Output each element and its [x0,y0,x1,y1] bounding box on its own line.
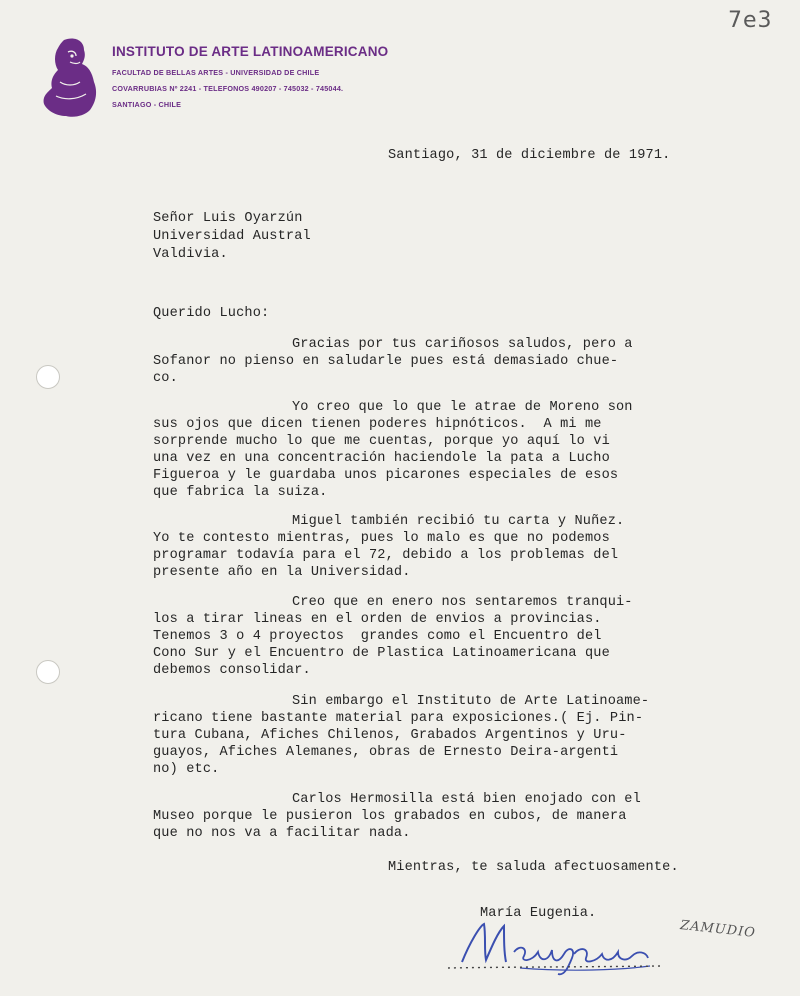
body-line: debemos consolidar. [153,663,311,678]
body-line: Figueroa y le guardaba unos picarones especiales de esos [153,468,619,483]
signer-name: María Eugenia. [480,906,597,921]
body-line: guayos, Afiches Alemanes, obras de Ernesto Deira-argenti [153,745,619,760]
body-line: Miguel también recibió tu carta y Nuñez. [292,514,625,529]
institute-logo-icon [40,36,102,120]
salutation: Querido Lucho: [153,306,270,321]
body-line: Gracias por tus cariñosos saludos, pero a [292,337,633,352]
body-line: los a tirar lineas en el orden de envios a provincias. [153,612,602,627]
body-line: programar todavía para el 72, debido a los problemas del [153,548,619,563]
closing-line: Mientras, te saluda afectuosamente. [388,860,679,875]
letterhead-address: COVARRUBIAS Nº 2241 - TELEFONOS 490207 - 745032 - 745044. [112,84,344,93]
letterhead-faculty: FACULTAD DE BELLAS ARTES - UNIVERSIDAD DE CHILE [112,68,320,77]
body-line: co. [153,371,178,386]
body-line: sus ojos que dicen tienen poderes hipnóticos. A mi me [153,417,602,432]
body-line: que fabrica la suiza. [153,485,328,500]
body-line: Yo te contesto mientras, pues lo malo es que no podemos [153,531,610,546]
letterhead-city: SANTIAGO - CHILE [112,100,182,109]
punch-hole-top [36,365,60,389]
body-line: sorprende mucho lo que me cuentas, porque yo aquí lo vi [153,434,610,449]
body-line: Cono Sur y el Encuentro de Plastica Latinoamericana que [153,646,610,661]
signature-annotation: ZAMUDIO [679,918,757,941]
body-line: presente año en la Universidad. [153,565,411,580]
body-line: Creo que en enero nos sentaremos tranqui- [292,595,633,610]
body-line: Tenemos 3 o 4 proyectos grandes como el Encuentro del [153,629,602,644]
body-line: que no nos va a facilitar nada. [153,826,411,841]
body-line: Carlos Hermosilla está bien enojado con el [292,792,641,807]
recipient-name: Señor Luis Oyarzún [153,211,303,226]
body-line: una vez en una concentración haciendole la pata a Lucho [153,451,610,466]
letter-date: Santiago, 31 de diciembre de 1971. [388,148,671,163]
body-line: ricano tiene bastante material para exposiciones.( Ej. Pin- [153,711,644,726]
body-line: tura Cubana, Afiches Chilenos, Grabados Argentinos y Uru- [153,728,627,743]
institute-name: INSTITUTO DE ARTE LATINOAMERICANO [112,44,389,59]
body-line: no) etc. [153,762,220,777]
body-line: Museo porque le pusieron los grabados en cubos, de manera [153,809,627,824]
body-line: Yo creo que lo que le atrae de Moreno son [292,400,633,415]
punch-hole-bottom [36,660,60,684]
recipient-institution: Universidad Austral [153,229,311,244]
recipient-city: Valdivia. [153,247,228,262]
body-line: Sofanor no pienso en saludarle pues está demasiado chue- [153,354,619,369]
archive-number: 7e3 [728,8,773,33]
body-line: Sin embargo el Instituto de Arte Latinoame- [292,694,650,709]
